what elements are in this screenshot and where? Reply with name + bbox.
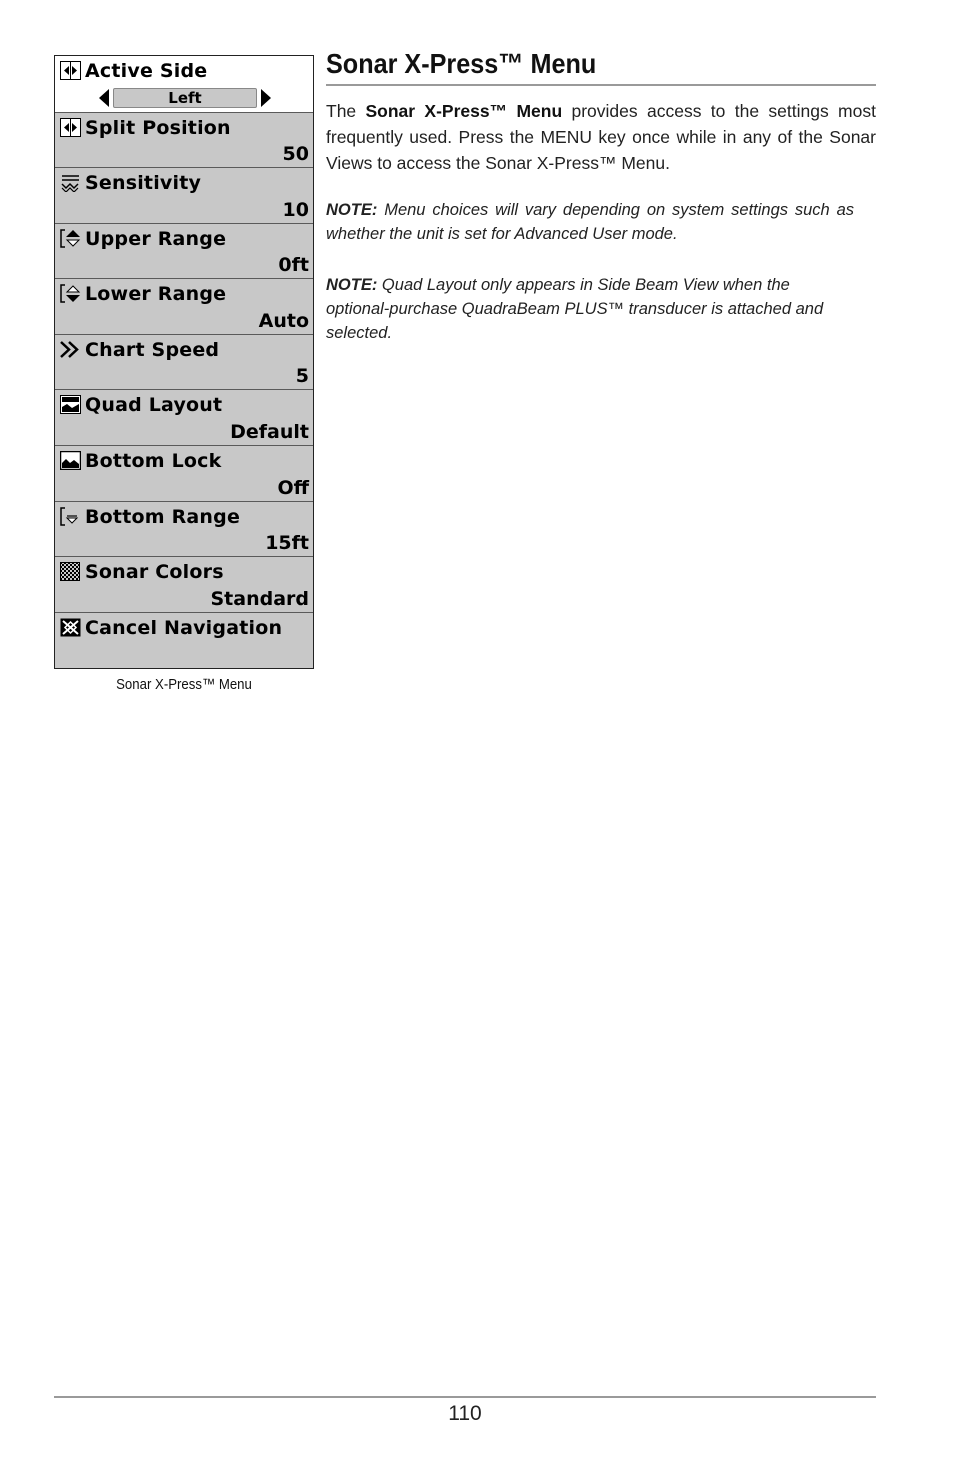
menu-item-sonar-colors[interactable] bbox=[55, 557, 313, 613]
menu-item-label: Active Side bbox=[85, 60, 208, 82]
cancel-navigation-icon bbox=[60, 618, 81, 637]
chart-speed-icon bbox=[60, 340, 81, 359]
arrow-left-icon[interactable] bbox=[99, 89, 109, 107]
menu-item-label: Cancel Navigation bbox=[85, 617, 283, 639]
menu-item-value: 10 bbox=[282, 199, 309, 221]
menu-item-label: Sensitivity bbox=[85, 172, 202, 194]
menu-item-quad-layout[interactable] bbox=[55, 390, 313, 446]
menu-item-cancel-navigation[interactable] bbox=[55, 613, 313, 668]
menu-item-sensitivity[interactable] bbox=[55, 168, 313, 224]
sonar-colors-icon bbox=[60, 562, 81, 581]
menu-item-label: Lower Range bbox=[85, 283, 227, 305]
active-side-value: Left bbox=[113, 88, 257, 108]
menu-item-label: Bottom Range bbox=[85, 506, 241, 528]
sonar-xpress-menu bbox=[54, 55, 314, 669]
note-label: NOTE: bbox=[326, 276, 378, 294]
upper-range-icon bbox=[60, 229, 81, 248]
menu-item-value: 5 bbox=[295, 365, 309, 387]
menu-item-active-side[interactable] bbox=[55, 56, 313, 113]
menu-item-value: Standard bbox=[210, 588, 309, 610]
menu-item-value: Auto bbox=[258, 310, 309, 332]
page-number: 110 bbox=[448, 1402, 482, 1425]
heading-divider bbox=[326, 84, 876, 86]
menu-item-value: Default bbox=[230, 421, 309, 443]
page-title: Sonar X-Press™ Menu bbox=[326, 48, 597, 79]
menu-item-split-position[interactable] bbox=[55, 113, 313, 168]
menu-item-value: 15ft bbox=[265, 532, 309, 554]
note-quad-layout: NOTE: Quad Layout only appears in Side Beam View when the optional-purchase QuadraBeam PLUS™ transducer is attached and selected. bbox=[326, 276, 824, 342]
menu-item-lower-range[interactable] bbox=[55, 279, 313, 335]
footer-divider bbox=[54, 1396, 876, 1398]
menu-item-label: Split Position bbox=[85, 117, 231, 139]
menu-item-bottom-range[interactable] bbox=[55, 502, 313, 557]
split-arrows-icon bbox=[60, 118, 81, 137]
note-label: NOTE: bbox=[326, 201, 378, 219]
menu-item-bottom-lock[interactable] bbox=[55, 446, 313, 502]
bottom-lock-icon bbox=[60, 451, 81, 470]
menu-item-label: Chart Speed bbox=[85, 339, 220, 361]
active-side-selector[interactable] bbox=[99, 88, 271, 108]
split-arrows-icon bbox=[60, 61, 81, 80]
menu-item-label: Upper Range bbox=[85, 228, 227, 250]
menu-item-value: 0ft bbox=[278, 254, 309, 276]
menu-item-label: Quad Layout bbox=[85, 394, 223, 416]
note-advanced-user: NOTE: Menu choices will vary depending on system settings such as whether the unit is set for Advanced User mode. bbox=[326, 201, 854, 243]
sensitivity-icon bbox=[60, 173, 81, 192]
quad-layout-icon bbox=[60, 395, 81, 414]
menu-item-chart-speed[interactable] bbox=[55, 335, 313, 390]
lower-range-icon bbox=[60, 284, 81, 303]
menu-item-value: 50 bbox=[282, 143, 309, 165]
menu-item-label: Bottom Lock bbox=[85, 450, 222, 472]
menu-item-value: Off bbox=[277, 477, 309, 499]
intro-paragraph: The Sonar X-Press™ Menu provides access to the settings most frequently used. Press the MENU key once while in any of the Sonar Views to access the Sonar X-Press™ Menu. bbox=[326, 101, 876, 173]
bottom-range-icon bbox=[60, 507, 81, 526]
menu-item-upper-range[interactable] bbox=[55, 224, 313, 279]
arrow-right-icon[interactable] bbox=[261, 89, 271, 107]
figure-caption: Sonar X-Press™ Menu bbox=[116, 676, 252, 693]
menu-name-emphasis: Sonar X-Press™ Menu bbox=[365, 101, 563, 121]
menu-item-label: Sonar Colors bbox=[85, 561, 224, 583]
